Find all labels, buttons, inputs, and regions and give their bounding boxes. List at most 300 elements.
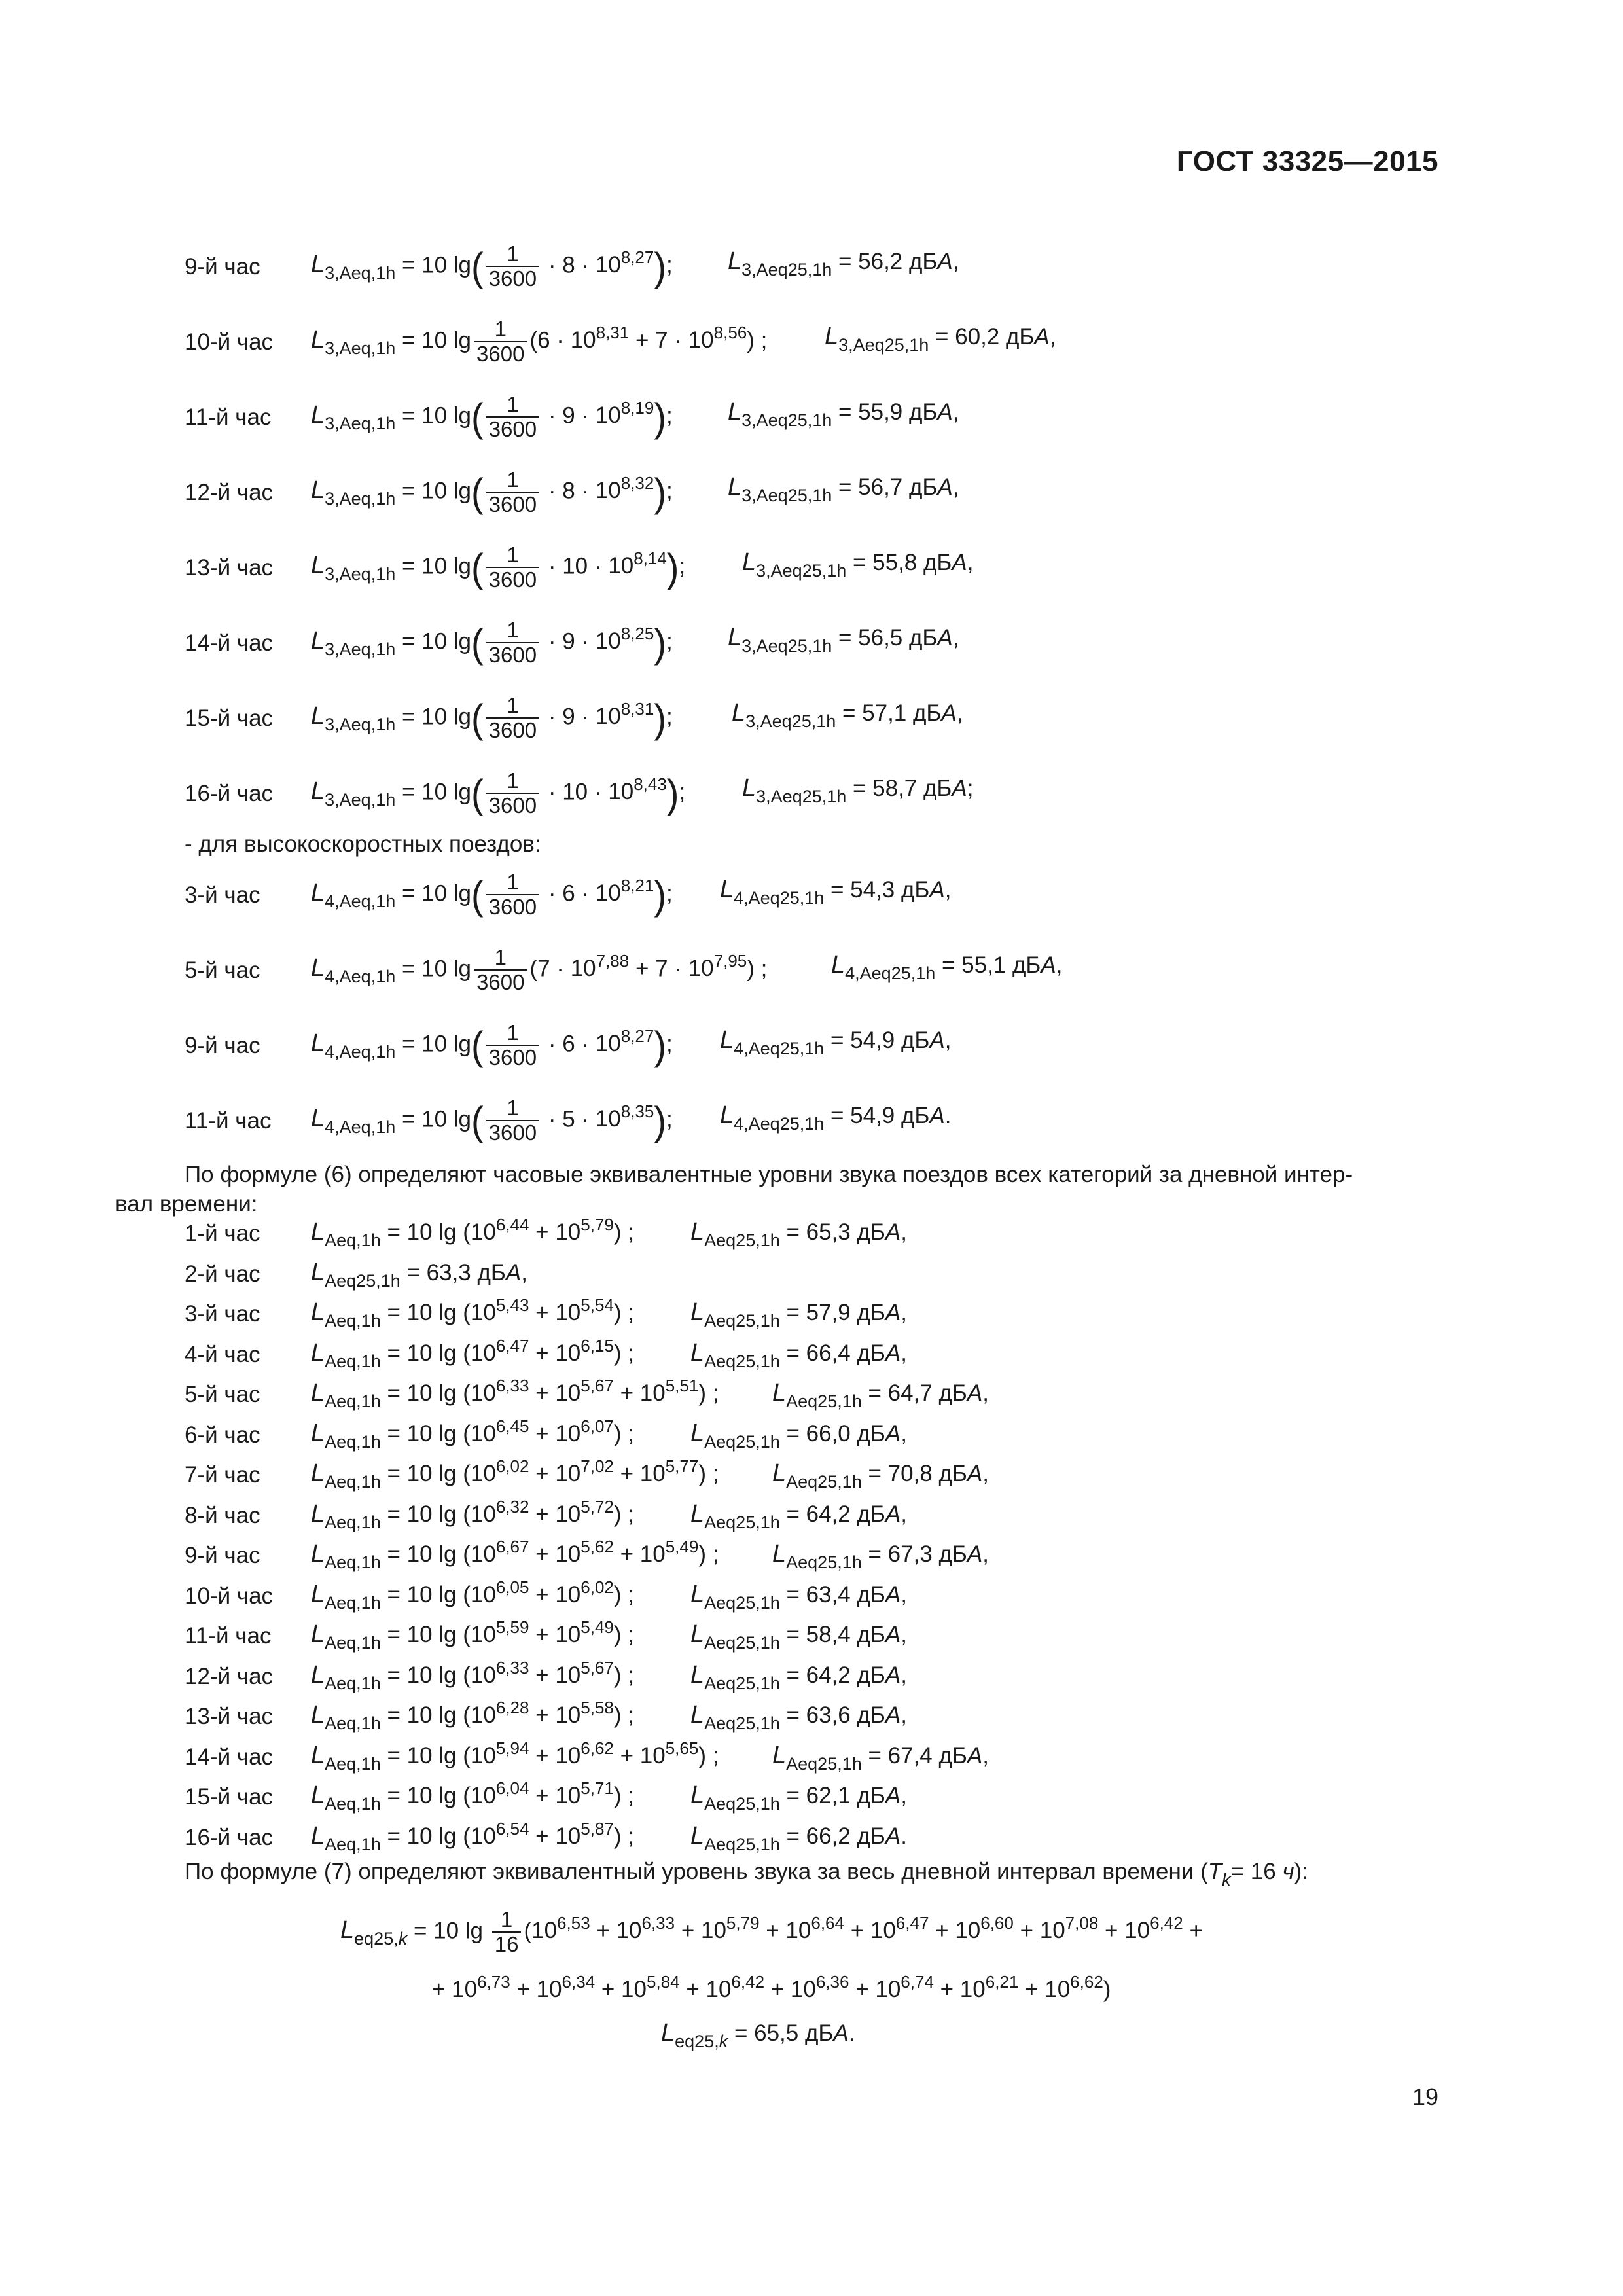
fraction-numerator: 1 [486,1021,539,1046]
power-exponent: 8,43 [633,774,667,795]
symbol-l: L [690,1621,705,1648]
bracket-close: ) [654,243,666,289]
level-symbol [311,1499,381,1532]
level-symbol [690,1419,780,1452]
unit-hour: ч [1282,1859,1294,1884]
unit-a: А [952,776,967,801]
level-symbol [311,552,396,584]
symbol-l: L [825,323,839,350]
level-symbol [690,1821,780,1854]
power: 10$^{5,67}$ [555,1376,614,1406]
level-symbol [728,473,832,505]
power-exponent: 5,54 [580,1295,614,1315]
unit-a: А [929,1103,945,1128]
power-exponent: 8,21 [620,876,654,896]
unit-a: А [941,700,957,726]
power: 10$^{6,07}$ [555,1416,614,1446]
unit-a: А [937,399,953,425]
symbol-l: L [311,1499,325,1528]
symbol-subscript: 3,Aeq25,1h [756,561,847,581]
hourly-result: $L_{4,Aeq25,1h} = 54,3$ дБА, [720,876,952,908]
symbol-subscript: Aeq,1h [325,1230,381,1250]
level-symbol [742,548,847,581]
level-symbol [772,1460,862,1492]
bracket-close: ) [666,545,679,590]
power-exponent: 6,60 [980,1913,1014,1933]
symbol-subscript: Aeq25,1h [704,1592,780,1613]
power-exponent: 7,88 [596,951,630,971]
sum-result: $L_{Aeq25,1h} = 67,3$ дБА, [772,1540,989,1572]
final-formula-line-1: $L_{eq25,k} = 10$ lg $\frac{1}{16}$ ($10^{6,53} + 10^{6,33} + 10^{5,79} + 10^{6,64} + 10^{6,47} + 10^{6,60} + 10^{7,08} + 10^{6,42}$ + [340,1907,1203,1956]
power: 10$^{6,15}$ [555,1335,614,1366]
hour-label: 2-й час [185,1261,260,1287]
power-exponent: 5,77 [665,1456,699,1476]
power: 10$^{6,67}$ [470,1537,529,1567]
fraction [486,1021,539,1069]
power-exponent: 6,02 [580,1577,614,1597]
power-exponent: 5,51 [665,1376,699,1395]
level-symbol [311,627,396,660]
bracket-open: ( [471,695,484,741]
symbol-subscript: eq25,k [354,1929,408,1949]
power: 10$^{5,77}$ [639,1456,699,1486]
power-exponent: 6,15 [580,1335,614,1355]
power: 10$^{6,73}$ [452,1972,510,2002]
symbol-subscript: 3,Aeq25,1h [838,335,929,355]
unit-a: А [885,1300,901,1325]
hour-label: 9-й час [185,254,260,279]
symbol-l: L [728,624,742,651]
hour-label: 11-й час [185,404,272,430]
symbol-subscript: 3,Aeq,1h [325,489,396,509]
unit-a: А [937,625,953,651]
level-symbol [311,1338,381,1371]
sum-result: $L_{Aeq25,1h} = 63,4$ дБА, [690,1580,907,1613]
power-exponent: 8,25 [620,624,654,644]
power-exponent: 6,33 [495,1376,529,1395]
fraction-numerator: 1 [486,242,539,267]
symbol-subscript: 3,Aeq,1h [325,414,396,434]
hourly-formula: $L_{4,Aeq,1h} = 10$ lg( $\frac{1}{3600}$ · $5 \cdot 10^{8,35}$); [311,1096,673,1145]
power: 10$^{6,33}$ [470,1376,529,1406]
hourly-result: $L_{4,Aeq25,1h} = 54,9$ дБА. [720,1102,952,1134]
hour-label: 11-й час [185,1108,272,1134]
power: 10$^{7,88}$ [570,951,630,982]
symbol-subscript: Aeq,1h [325,1834,381,1854]
fraction-numerator: 1 [486,393,539,418]
symbol-l: L [690,1338,705,1367]
power-exponent: 6,32 [495,1496,529,1516]
paragraph-formula-7: По формуле (7) определяют эквивалентный уровень звука за весь дневной интервал времени ($T_k= 16$ ч): [185,1859,1308,1890]
symbol-subscript: Aeq25,1h [786,1472,862,1492]
symbol-subscript: Aeq,1h [325,1552,381,1572]
power-exponent: 5,49 [580,1617,614,1637]
level-symbol [311,1105,396,1138]
symbol-l: L [311,1105,325,1133]
power: 10$^{5,54}$ [555,1295,614,1325]
bracket-open: ( [471,872,484,918]
symbol-l: L [311,326,325,354]
power: 10$^{6,04}$ [470,1778,529,1808]
symbol-l: L [690,1660,705,1689]
symbol-subscript: eq25,k [675,2032,728,2051]
power-exponent: 5,65 [665,1738,699,1758]
power-exponent: 5,58 [580,1698,614,1717]
fraction-denominator: 3600 [488,793,537,817]
fraction-denominator: 3600 [488,895,537,919]
unit-a: А [937,475,953,500]
bracket-close: ) [666,770,679,816]
level-symbol [311,954,396,987]
hour-label: 15-й час [185,1784,274,1810]
formula-row [0,1088,1623,1147]
power: 10$^{5,71}$ [555,1778,614,1808]
formula-row [0,535,1623,594]
power: 10$^{5,43}$ [470,1295,529,1325]
power-exponent: 8,27 [620,247,654,268]
sum-formula: $L_{Aeq,1h} = 10$ $\lg (10^{6,54} + 10^{5,87})$ ; [311,1818,634,1854]
subsection-heading: - для высокоскоростных поездов: [185,831,541,857]
bracket-close: ) [654,872,666,918]
symbol-subscript: 3,Aeq25,1h [741,410,832,430]
symbol-subscript: 3,Aeq,1h [325,790,396,810]
symbol-k: k [398,1929,408,1949]
symbol-l: L [311,1419,325,1447]
sum-formula: $L_{Aeq,1h} = 10$ $\lg (10^{5,43} + 10^{5,54})$ ; [311,1295,634,1331]
symbol-l: L [311,251,325,279]
sum-result: $L_{Aeq25,1h} = 64,2$ дБА, [690,1660,907,1693]
level-symbol [720,1102,825,1134]
level-symbol [728,247,832,279]
hour-label: 10-й час [185,1583,274,1609]
level-symbol [732,699,836,731]
power-exponent: 6,33 [495,1657,529,1677]
symbol-subscript: 3,Aeq,1h [325,564,396,584]
power: 10$^{6,28}$ [470,1698,529,1728]
symbol-subscript: 3,Aeq25,1h [756,787,847,806]
fraction [474,317,527,366]
symbol-l: L [311,552,325,580]
power-exponent: 6,47 [895,1913,929,1933]
unit-a: А [885,1662,901,1688]
symbol-subscript: Aeq,1h [325,1673,381,1693]
symbol-l: L [690,1821,705,1850]
symbol-l: L [772,1460,787,1487]
hourly-total-row [0,1295,1623,1335]
power-exponent: 5,43 [495,1295,529,1315]
power: 10$^{5,87}$ [555,1818,614,1849]
symbol-subscript: Aeq25,1h [704,1713,780,1733]
fraction [492,1908,522,1956]
power: 10$^{5,51}$ [639,1376,699,1406]
hourly-formula: $L_{4,Aeq,1h} = 10$ lg( $\frac{1}{3600}$ · $6 \cdot 10^{8,27}$); [311,1020,673,1069]
symbol-subscript: 4,Aeq25,1h [734,1039,825,1058]
level-symbol [340,1916,408,1949]
level-symbol [772,1379,862,1411]
power: 10$^{5,49}$ [639,1537,699,1567]
tk-symbol [1207,1859,1231,1890]
hourly-formula: $L_{4,Aeq,1h} = 10$ lg $\frac{1}{3600}$ $(7 \cdot 10^{7,88} + 7 \cdot 10^{7,95})$ ; [311,945,768,994]
fraction-numerator: 1 [486,769,539,794]
power: 10$^{8,21}$ [595,876,654,906]
power-exponent: 6,21 [985,1972,1019,1992]
power-exponent: 5,94 [495,1738,529,1758]
hourly-total-row [0,1335,1623,1376]
bracket-open: ( [471,469,484,515]
symbol-subscript: 3,Aeq,1h [325,639,396,660]
fraction-numerator: 1 [486,870,539,895]
hour-label: 10-й час [185,329,274,355]
unit-a: А [885,1622,901,1647]
level-symbol [772,1741,862,1774]
power-exponent: 8,31 [620,699,654,719]
unit-a: А [505,1259,522,1285]
sum-result: $L_{Aeq25,1h} = 66,4$ дБА, [690,1338,907,1371]
level-symbol [661,2019,728,2051]
symbol-l: L [311,1460,325,1487]
fraction-numerator: 1 [486,1096,539,1121]
power-exponent: 5,59 [495,1617,529,1637]
symbol-subscript: Aeq,1h [325,1633,381,1653]
fraction-denominator: 3600 [476,342,525,366]
power: 10$^{6,74}$ [875,1972,934,2002]
bracket-close: ) [654,695,666,741]
symbol-subscript: Aeq25,1h [704,1794,780,1814]
power-exponent: 6,36 [815,1972,849,1992]
power-exponent: 5,79 [580,1215,614,1234]
hourly-result: $L_{4,Aeq25,1h} = 54,9$ дБА, [720,1026,952,1058]
formula-row [0,863,1623,922]
symbol-l: L [742,548,757,576]
hourly-formula: $L_{3,Aeq,1h} = 10$ lg( $\frac{1}{3600}$ · $8 \cdot 10^{8,27}$); [311,242,673,291]
fraction [486,769,539,817]
level-symbol [690,1580,780,1613]
level-symbol [825,323,929,355]
power: 10$^{8,35}$ [595,1102,654,1132]
sum-result: $L_{Aeq25,1h} = 66,2$ дБА. [690,1821,907,1854]
power-exponent: 6,02 [495,1456,529,1476]
level-symbol [690,1218,780,1250]
power: 10$^{6,60}$ [955,1913,1014,1944]
level-symbol [311,1299,381,1331]
fraction-denominator: 3600 [488,1121,537,1145]
symbol-l: L [311,1741,325,1769]
power: 10$^{7,08}$ [1039,1913,1099,1944]
unit-a: А [929,877,945,903]
hourly-total-row [0,1738,1623,1778]
power: 10$^{8,19}$ [595,398,654,429]
power: 10$^{5,58}$ [555,1698,614,1728]
symbol-subscript: 3,Aeq25,1h [741,636,832,656]
power-exponent: 7,08 [1065,1913,1099,1933]
level-symbol [690,1338,780,1371]
hourly-result: $L_{4,Aeq25,1h} = 55,1$ дБА, [831,951,1063,983]
level-symbol [311,1621,381,1653]
symbol-subscript: 4,Aeq25,1h [845,963,936,983]
power-exponent: 8,19 [620,398,654,418]
hourly-total-row [0,1496,1623,1537]
formula-row [0,686,1623,745]
bracket-open: ( [471,1098,484,1143]
symbol-l: L [690,1218,705,1246]
symbol-subscript: 3,Aeq25,1h [741,260,832,279]
sum-result: $L_{Aeq25,1h} = 64,2$ дБА, [690,1499,907,1532]
symbol-subscript: 4,Aeq,1h [325,1117,396,1138]
page-number: 19 [1412,2083,1438,2110]
level-symbol [720,876,825,908]
sum-formula: $L_{Aeq,1h} = 10$ $\lg (10^{5,59} + 10^{5,49})$ ; [311,1617,634,1653]
fraction-denominator: 3600 [488,567,537,592]
symbol-subscript: Aeq25,1h [325,1270,401,1291]
level-symbol [311,1821,381,1854]
hour-label: 3-й час [185,882,260,908]
power: 10$^{8,43}$ [608,774,667,805]
power: 10$^{8,14}$ [608,548,667,579]
symbol-subscript: Aeq25,1h [704,1311,780,1331]
symbol-k: k [719,2032,728,2051]
symbol-subscript: 4,Aeq,1h [325,891,396,912]
unit-a: А [885,1340,901,1366]
symbol-l: L [728,247,742,275]
symbol-l: L [311,702,325,730]
hour-label: 11-й час [185,1623,272,1649]
sum-formula: $L_{Aeq,1h} = 10$ $\lg (10^{5,94} + 10^{6,62} + 10^{5,65})$ ; [311,1738,719,1774]
power-exponent: 8,14 [633,548,667,569]
symbol-subscript: Aeq25,1h [704,1230,780,1250]
sum-result: $L_{Aeq25,1h} = 65,3$ дБА, [690,1218,907,1250]
hour-label: 15-й час [185,706,274,731]
symbol-l: L [311,1258,325,1286]
symbol-l: L [311,1660,325,1689]
unit-a: А [967,1461,983,1486]
power: 10$^{6,05}$ [470,1577,529,1607]
symbol-l: L [311,1821,325,1850]
unit-a: А [952,550,967,575]
power: 10$^{8,32}$ [595,473,654,504]
power: 10$^{5,72}$ [555,1496,614,1527]
power: 10$^{6,64}$ [785,1913,844,1944]
hourly-formula: $L_{3,Aeq,1h} = 10$ lg( $\frac{1}{3600}$ · $10 \cdot 10^{8,43}$); [311,768,686,817]
hour-label: 4-й час [185,1341,260,1367]
symbol-l: L [661,2019,675,2047]
power-exponent: 6,62 [580,1738,614,1758]
hourly-total-row [0,1375,1623,1416]
symbol-subscript: Aeq25,1h [704,1512,780,1532]
bracket-close: ) [654,620,666,666]
sum-result: $L_{Aeq25,1h} = 70,8$ дБА, [772,1460,989,1492]
power-exponent: 6,33 [641,1913,675,1933]
power-exponent: 6,74 [901,1972,934,1992]
hourly-total-row [0,1697,1623,1738]
level-symbol [311,1218,381,1250]
hourly-result: $L_{3,Aeq25,1h} = 60,2$ дБА, [825,323,1056,355]
power: 10$^{6,34}$ [536,1972,596,2002]
level-symbol [311,1580,381,1613]
power: 10$^{8,27}$ [595,247,654,278]
sum-formula: $L_{Aeq,1h} = 10$ $\lg (10^{6,44} + 10^{5,79})$ ; [311,1215,634,1250]
final-result: $L_{eq25,k} = 65,5$ дБА. [661,2019,855,2051]
sum-formula: $L_{Aeq,1h} = 10$ $\lg (10^{6,28} + 10^{5,58})$ ; [311,1698,634,1733]
power-exponent: 5,49 [665,1537,699,1556]
level-symbol [311,1660,381,1693]
level-symbol [728,398,832,430]
symbol-subscript: Aeq25,1h [704,1633,780,1653]
level-symbol [311,1701,381,1733]
formula-row [0,310,1623,368]
hour-label: 14-й час [185,630,274,656]
level-symbol [742,774,847,806]
level-symbol [720,1026,825,1058]
sum-result: $L_{Aeq25,1h} = 63,3$ дБА, [311,1258,527,1291]
hour-label: 9-й час [185,1033,260,1058]
hourly-result: $L_{3,Aeq25,1h} = 56,7$ дБА, [728,473,959,505]
fraction-numerator: 1 [486,694,539,719]
level-symbol [772,1540,862,1572]
fraction-numerator: 1 [492,1908,522,1933]
hourly-formula: $L_{3,Aeq,1h} = 10$ lg( $\frac{1}{3600}$ · $9 \cdot 10^{8,25}$); [311,618,673,667]
power-exponent: 8,56 [713,323,747,343]
unit-a: А [833,2020,849,2046]
formula-row [0,611,1623,670]
power: 10$^{6,45}$ [470,1416,529,1446]
power-exponent: 6,62 [1070,1972,1103,1992]
power-exponent: 6,07 [580,1416,614,1436]
power: 10$^{8,31}$ [595,699,654,730]
power: 10$^{6,32}$ [470,1496,529,1527]
formula-row [0,234,1623,293]
symbol-subscript: Aeq,1h [325,1592,381,1613]
symbol-subscript: Aeq,1h [325,1472,381,1492]
hourly-result: $L_{3,Aeq25,1h} = 58,7$ дБА; [742,774,974,806]
symbol-subscript: Aeq,1h [325,1794,381,1814]
level-symbol [311,1379,381,1411]
symbol-t: T [1207,1859,1222,1884]
unit-a: А [885,1420,901,1446]
fraction-numerator: 1 [474,946,527,971]
power-exponent: 6,04 [495,1778,529,1798]
hourly-result: $L_{3,Aeq25,1h} = 55,9$ дБА, [728,398,959,430]
level-symbol [311,1460,381,1492]
power-exponent: 6,73 [477,1972,510,1992]
symbol-l: L [690,1782,705,1809]
symbol-subscript: 4,Aeq25,1h [734,888,825,908]
power: 10$^{5,62}$ [555,1537,614,1567]
formula-row [0,460,1623,519]
symbol-l: L [690,1499,705,1528]
symbol-l: L [311,1540,325,1568]
sum-formula: $L_{Aeq,1h} = 10$ $\lg (10^{6,33} + 10^{5,67} + 10^{5,51})$ ; [311,1376,719,1411]
symbol-subscript: Aeq25,1h [786,1552,862,1572]
symbol-l: L [311,401,325,429]
power-exponent: 6,34 [562,1972,596,1992]
unit-a: А [967,1380,983,1406]
level-symbol [311,1030,396,1062]
power: 10$^{5,79}$ [700,1913,760,1944]
power: 10$^{8,56}$ [688,323,747,353]
hour-label: 12-й час [185,1663,274,1689]
sum-formula: $L_{Aeq,1h} = 10$ $\lg (10^{6,33} + 10^{5,67})$ ; [311,1657,634,1693]
level-symbol [690,1782,780,1814]
power-exponent: 6,54 [495,1818,529,1839]
unit-a: А [1034,324,1050,350]
unit-a: А [885,1581,901,1607]
sum-formula: $L_{Aeq,1h} = 10$ $\lg (10^{6,47} + 10^{6,15})$ ; [311,1335,634,1371]
unit-a: А [885,1219,901,1245]
power-exponent: 8,31 [596,323,630,343]
symbol-l: L [690,1419,705,1447]
power-exponent: 7,95 [713,951,747,971]
fraction [486,870,539,919]
